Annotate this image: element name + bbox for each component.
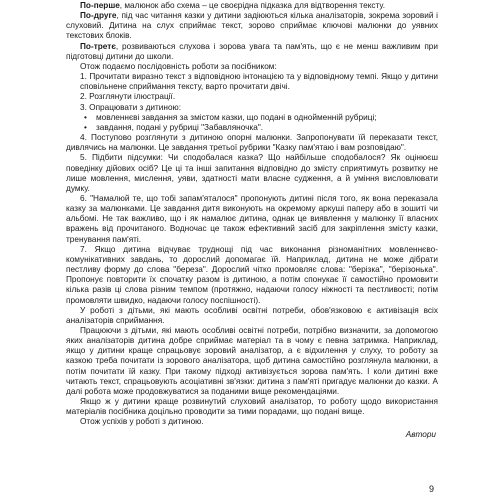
paragraph-first-text: , малюнок або схема – це своєрідна підказка для відтворення тексту. bbox=[119, 1, 385, 10]
paragraph-first bbox=[66, 1, 438, 11]
lead-third: По-третє bbox=[80, 41, 116, 51]
paragraph-auditory: Якщо ж у дитини краще розвинутий слуховий аналізатор, то роботу щодо використання матеріалів посібника доцільно проводити за тими порадами, що подані вище. bbox=[66, 397, 438, 417]
step-4: 4. Поступово розглянути з дитиною опорні малюнки. Запропонувати їй переказати текст, дивлячись на малюнки. Це завдання третьої рубрики "Казку пам'ятаю і вам розповідаю". bbox=[66, 133, 438, 153]
step-3: 3. Опрацювати з дитиною: bbox=[80, 102, 182, 112]
paragraph-second bbox=[66, 11, 438, 41]
lead-second: По-друге bbox=[80, 11, 117, 21]
paragraph-second-text: , під час читання казки у дитини задіюються кілька аналізаторів, зокрема зоровий і слуховий. Дитина на слух сприймає текст, зорово сприймає ключові малюнки до уявних текстових блоків. bbox=[66, 11, 438, 41]
step-1: 1. Прочитати виразно текст з відповідною інтонацією та у відповідному темпі. Якщо у дитини сповільнене сприймання тексту, варто прочитати двічі. bbox=[80, 72, 438, 92]
body-text bbox=[66, 1, 438, 440]
page-number: 9 bbox=[428, 484, 434, 494]
paragraph-analyzers: Працюючи з дітьми, які мають особливі освітні потреби, потрібно визначити, за допомогою яких аналізаторів дитина добре сприймає матеріал та в чому є певна затримка. Наприклад, якщо у дитини краще спрацьовує зоровий аналізатор, а є відхилення у слуху, то роботу за казкою треба почитати із зорового аналізатора, щоб дитина самостійно розглянула малюнки, а потім почитати їй казку. При такому підході активізується зорова пам'ять. І коли дитині вже читають текст, спрацьовують асоціативні зв'язки: дитина з пам'яті пригадує малюнки до казки. А далі робота може продовжуватися за поданими вище рекомендаціями. bbox=[66, 326, 438, 396]
paragraph-third-text: , розвиваються слухова і зорова увага та пам'ять, що є не менш важливим при підготовці дитини до школи. bbox=[66, 41, 438, 61]
step-6: 6. "Намалюй те, що тобі запам'яталося" пропонують дитині після того, як вона переказала казку за малюнками. Це завдання дитя виконують на окремому аркуші паперу або в зошиті чи альбомі. Не так важливо, що і як намалює дитина, однак це виявлення у малюнку її власних вражень від прочитаного. Водночас це також ефективний засіб для закріплення змісту казки, тренування пам'яті. bbox=[66, 193, 438, 244]
step-3-bullet-1: • мовленнєві завдання за змістом казки, що подані в однойменній рубриці; bbox=[66, 113, 438, 123]
step-2: 2. Розглянути ілюстрації. bbox=[80, 92, 176, 102]
step-5: 5. Підбити підсумки: Чи сподобалася казка? Що найбільше сподобалося? Як оцінюєш поведінку дійових осіб? Це ці та інші запитання відповідно до змісту сприятимуть розвитку не лише мовлення, мислення, уяви, здатності мати власне судження, а й уміння висловлювати думку. bbox=[66, 153, 438, 193]
paragraph-wishes: Отож успіхів у роботі з дитиною. bbox=[80, 417, 204, 427]
lead-first: По-перше bbox=[80, 1, 120, 10]
signature: Автори bbox=[405, 429, 436, 439]
step-7: 7. Якщо дитина відчуває труднощі під час виконання різноманітних мовленнєво-комунікативних завдань, то дорослий допомагає їй. Наприклад, дитина не може дібрати пестливу форму до слова "береза". Дорослий чітко промовляє слова: "берізка", "берізонька". Пропонує повторити їх спочатку разом із дитиною, а потім спонукає її самостійно промовити кілька разів ці слова різним темпом (протяжно, надаючи голосу ніжності та пестливості; потім промовляти швидко, надаючи голосу поспішності). bbox=[66, 244, 438, 305]
paragraph-special-needs: У роботі з дітьми, які мають особливі освітні потреби, обов'язковою є активізація всіх аналізаторів сприймання. bbox=[66, 305, 438, 325]
paragraph-third bbox=[66, 42, 438, 62]
sequence-intro: Отож подаємо послідовність роботи за посібником: bbox=[80, 61, 277, 71]
step-3-bullet-2: • завдання, подані у рубриці "Забавляночка". bbox=[66, 123, 438, 133]
